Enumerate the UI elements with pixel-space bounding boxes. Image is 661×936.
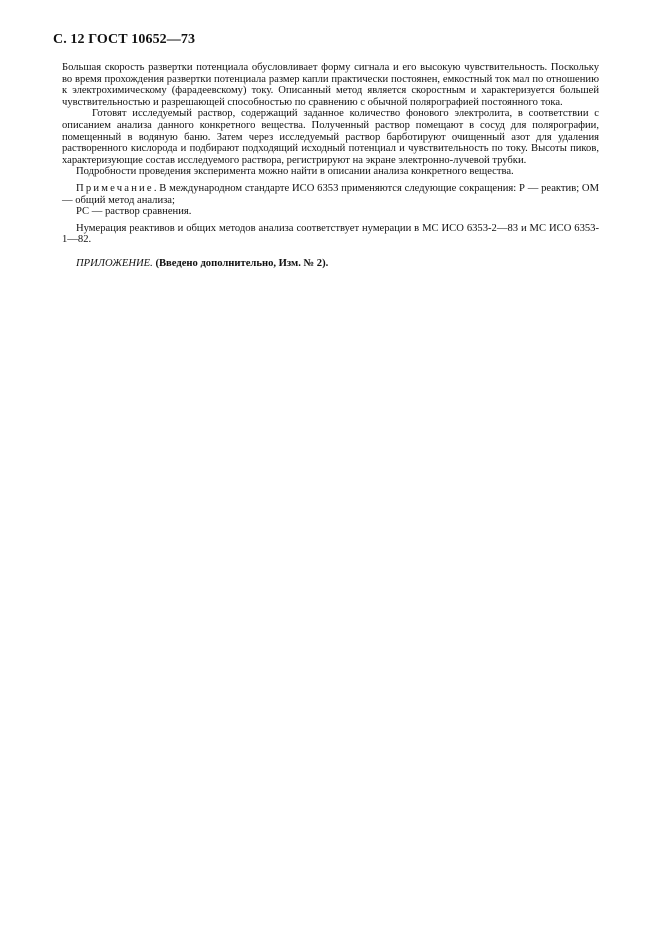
paragraph-method-description: Большая скорость развертки потенциала обусловливает форму сигнала и его высокую чувствительность. Поскольку во время прохождения развертки потенциала размер капли практически постоянен, емкостный ток мал по отношению к электрохимическому (фарадеевскому) току. Описанный метод является скоростным и характеризуется большей чувствительностью и разрешающей способностью по сравнению с обычной полярографией постоянного тока. xyxy=(62,62,599,108)
note-abbreviation-rs: РС — раствор сравнения. xyxy=(76,206,192,218)
document-body xyxy=(62,62,599,270)
paragraph-procedure: Готовят исследуемый раствор, содержащий заданное количество фонового электролита, в соответствии с описанием анализа данного конкретного вещества. Полученный раствор помещают в сосуд для полярографии, помещенный в водяную баню. Затем через исследуемый раствор барботируют очищенный азот для удаления растворенного кислорода и подбирают подходящий исходный потенциал и чувствительность по току. Высоты пиков, характеризующие состав исследуемого раствора, регистрируют на экране электронно-лучевой трубки. xyxy=(62,108,599,166)
note-label: Примечание xyxy=(76,182,154,194)
page-header: С. 12 ГОСТ 10652—73 xyxy=(53,32,196,47)
note-paragraph xyxy=(62,183,599,206)
numbering-paragraph: Нумерация реактивов и общих методов анализа соответствует нумерации в МС ИСО 6353-2—83 и МС ИСО 6353-1—82. xyxy=(62,222,599,246)
appendix-label: ПРИЛОЖЕНИЕ. xyxy=(76,257,153,269)
appendix-amendment: (Введено дополнительно, Изм. № 2). xyxy=(155,257,329,269)
appendix-line xyxy=(62,258,599,270)
paragraph-details: Подробности проведения эксперимента можно найти в описании анализа конкретного вещества. xyxy=(76,166,514,178)
note-text: . В международном стандарте ИСО 6353 применяются следующие сокращения: Р — реактив; ОМ — общий метод анализа; xyxy=(62,182,599,206)
